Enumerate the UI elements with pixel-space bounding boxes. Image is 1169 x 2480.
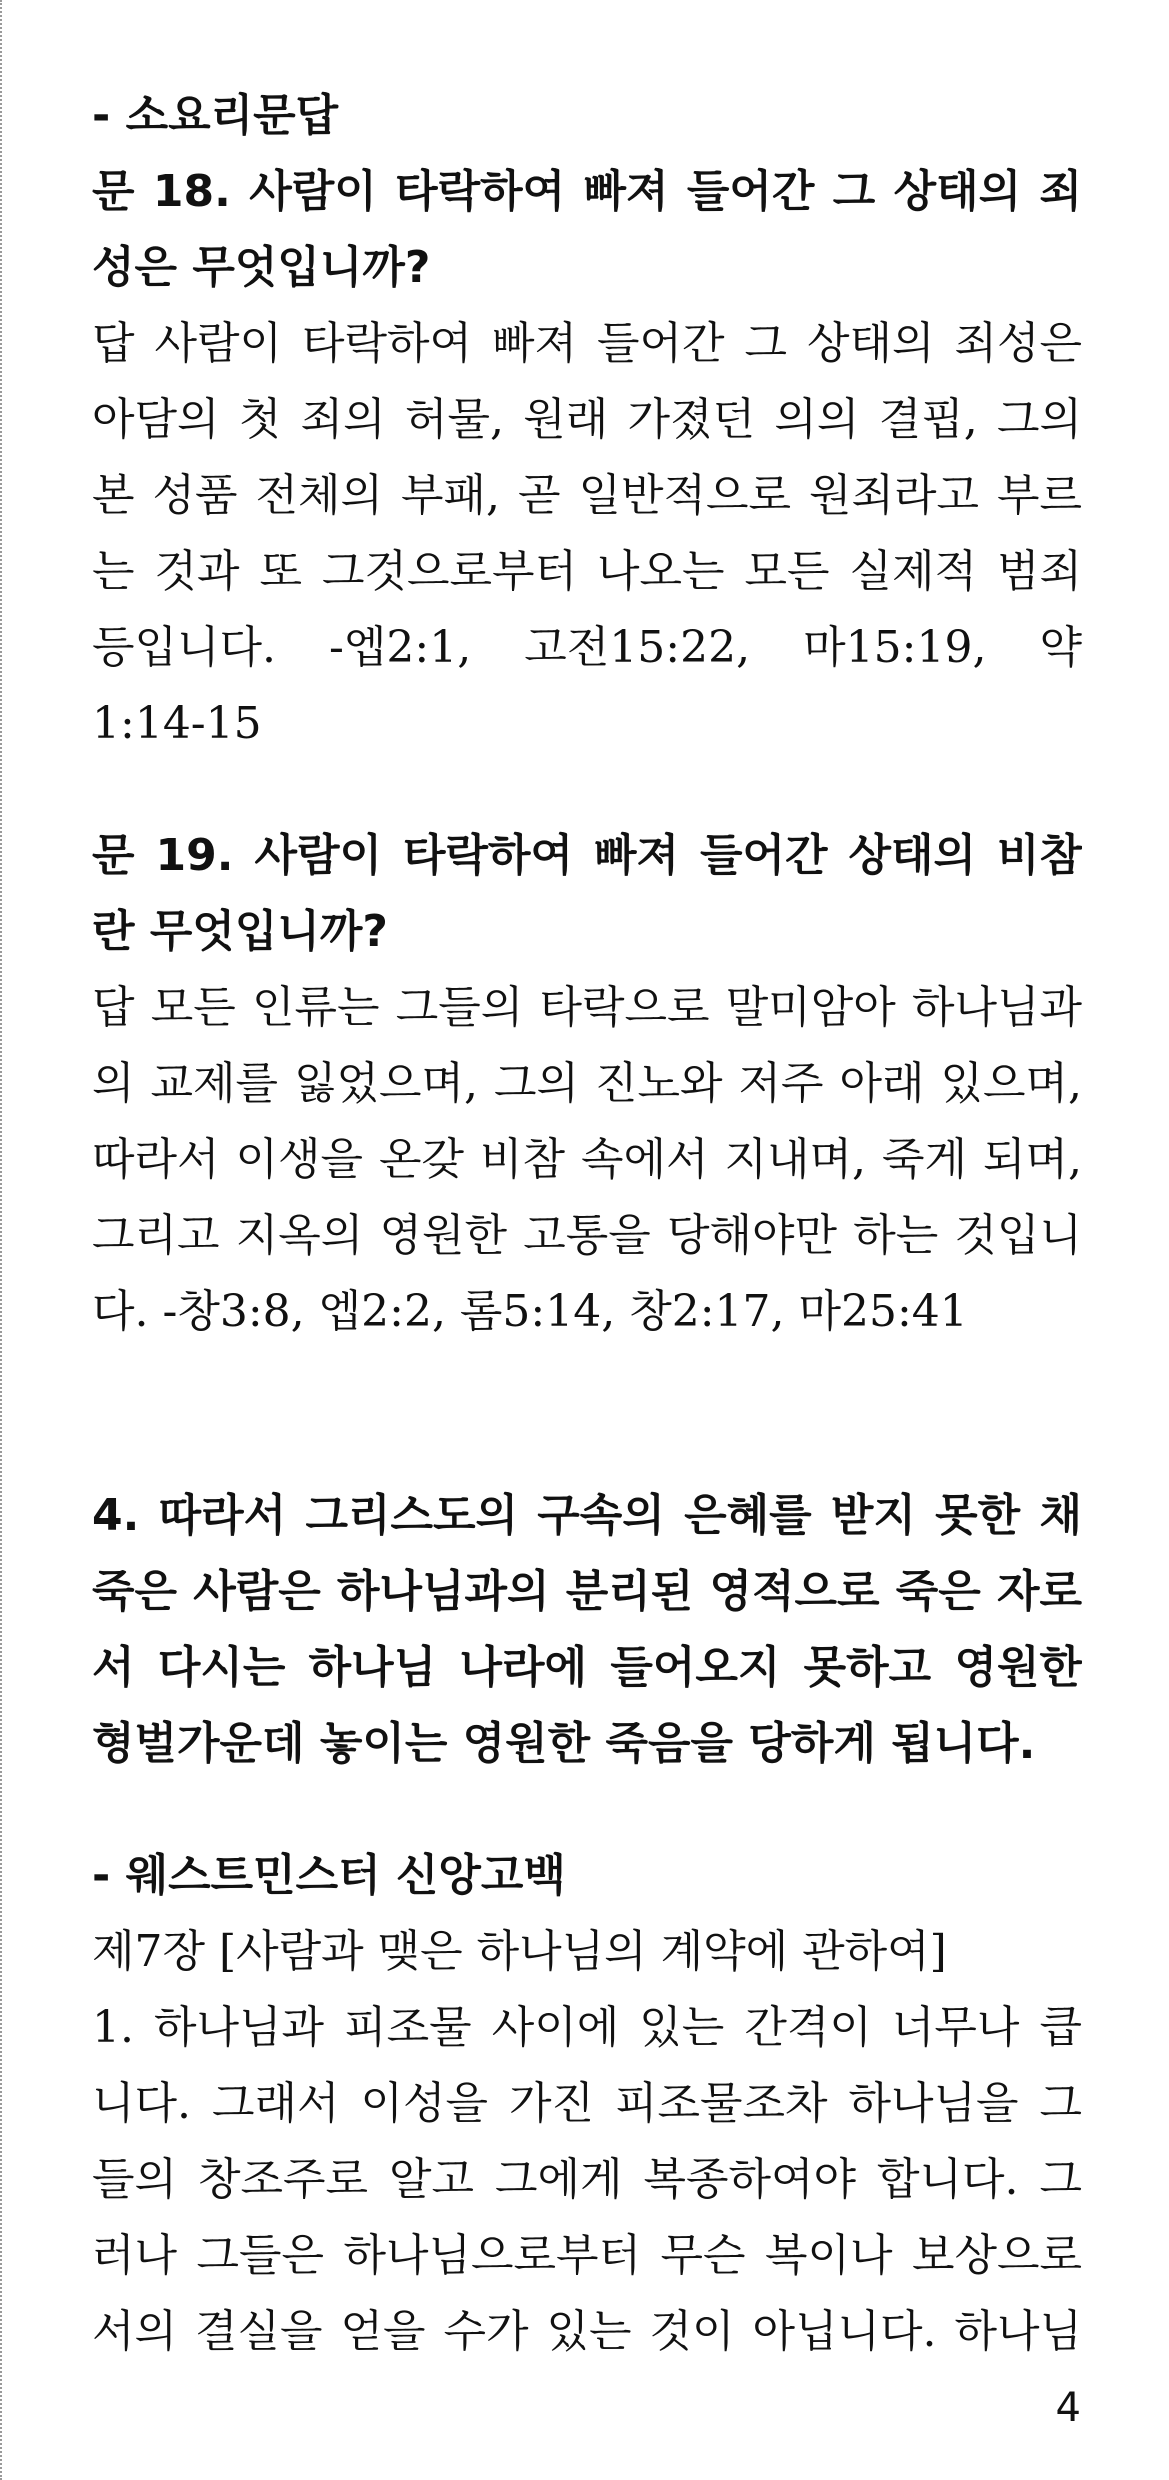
document-body <box>92 78 1082 2370</box>
question-18-line-1: 문 18. 사람이 타락하여 빠져 들어간 그 상태의 죄 <box>92 166 1082 217</box>
answer-18 <box>92 306 1082 762</box>
answer-19-line-4: 그리고 지옥의 영원한 고통을 당해야만 하는 것입니 <box>92 1210 1082 1261</box>
answer-19-line-5: 다. -창3:8, 엡2:2, 롬5:14, 창2:17, 마25:41 <box>92 1286 968 1337</box>
confession-paragraph-1 <box>92 1990 1082 2370</box>
confession-section-header: - 웨스트민스터 신앙고백 <box>92 1850 566 1901</box>
confession-line-4: 러나 그들은 하나님으로부터 무슨 복이나 보상으로 <box>92 2230 1082 2281</box>
page-number: 4 <box>1055 2385 1081 2431</box>
question-19 <box>92 818 1082 970</box>
answer-18-line-4: 는 것과 또 그것으로부터 나오는 모든 실제적 범죄 <box>92 546 1082 597</box>
answer-19-line-1: 답 모든 인류는 그들의 타락으로 말미암아 하나님과 <box>92 982 1082 1033</box>
question-19-line-1: 문 19. 사람이 타락하여 빠져 들어간 상태의 비참 <box>92 830 1082 881</box>
confession-line-1: 1. 하나님과 피조물 사이에 있는 간격이 너무나 큽 <box>92 2002 1082 2053</box>
catechism-section-header: - 소요리문답 <box>92 90 339 141</box>
answer-18-line-2: 아담의 첫 죄의 허물, 원래 가졌던 의의 결핍, 그의 <box>92 394 1082 445</box>
chapter-title: 제7장 [사람과 맺은 하나님의 계약에 관하여] <box>92 1926 947 1977</box>
question-18-line-2: 성은 무엇입니까? <box>92 242 431 293</box>
question-18 <box>92 154 1082 306</box>
confession-line-3: 들의 창조주로 알고 그에게 복종하여야 합니다. 그 <box>92 2154 1082 2205</box>
answer-18-line-3: 본 성품 전체의 부패, 곧 일반적으로 원죄라고 부르 <box>92 470 1082 521</box>
spacer <box>92 1350 1082 1478</box>
answer-19-line-2: 의 교제를 잃었으며, 그의 진노와 저주 아래 있으며, <box>92 1058 1082 1109</box>
confession-line-2: 니다. 그래서 이성을 가진 피조물조차 하나님을 그 <box>92 2078 1082 2129</box>
point-4-line-3: 서 다시는 하나님 나라에 들어오지 못하고 영원한 <box>92 1642 1082 1693</box>
spacer <box>92 762 1082 818</box>
spacer <box>92 1782 1082 1838</box>
point-4-paragraph <box>92 1478 1082 1782</box>
answer-18-line-6: 1:14-15 <box>92 698 262 749</box>
point-4-line-4: 형벌가운데 놓이는 영원한 죽음을 당하게 됩니다. <box>92 1718 1036 1769</box>
left-margin-dotted-rule <box>0 0 2 2480</box>
answer-19-line-3: 따라서 이생을 온갖 비참 속에서 지내며, 죽게 되며, <box>92 1134 1082 1185</box>
point-4-line-1: 4. 따라서 그리스도의 구속의 은혜를 받지 못한 채 <box>92 1490 1082 1541</box>
point-4-line-2: 죽은 사람은 하나님과의 분리된 영적으로 죽은 자로 <box>92 1566 1082 1617</box>
answer-19 <box>92 970 1082 1350</box>
answer-18-line-5: 등입니다. -엡2:1, 고전15:22, 마15:19, 약 <box>92 622 1082 673</box>
answer-18-line-1: 답 사람이 타락하여 빠져 들어간 그 상태의 죄성은 <box>92 318 1082 369</box>
confession-line-5: 서의 결실을 얻을 수가 있는 것이 아닙니다. 하나님 <box>92 2306 1082 2357</box>
question-19-line-2: 란 무엇입니까? <box>92 906 388 957</box>
